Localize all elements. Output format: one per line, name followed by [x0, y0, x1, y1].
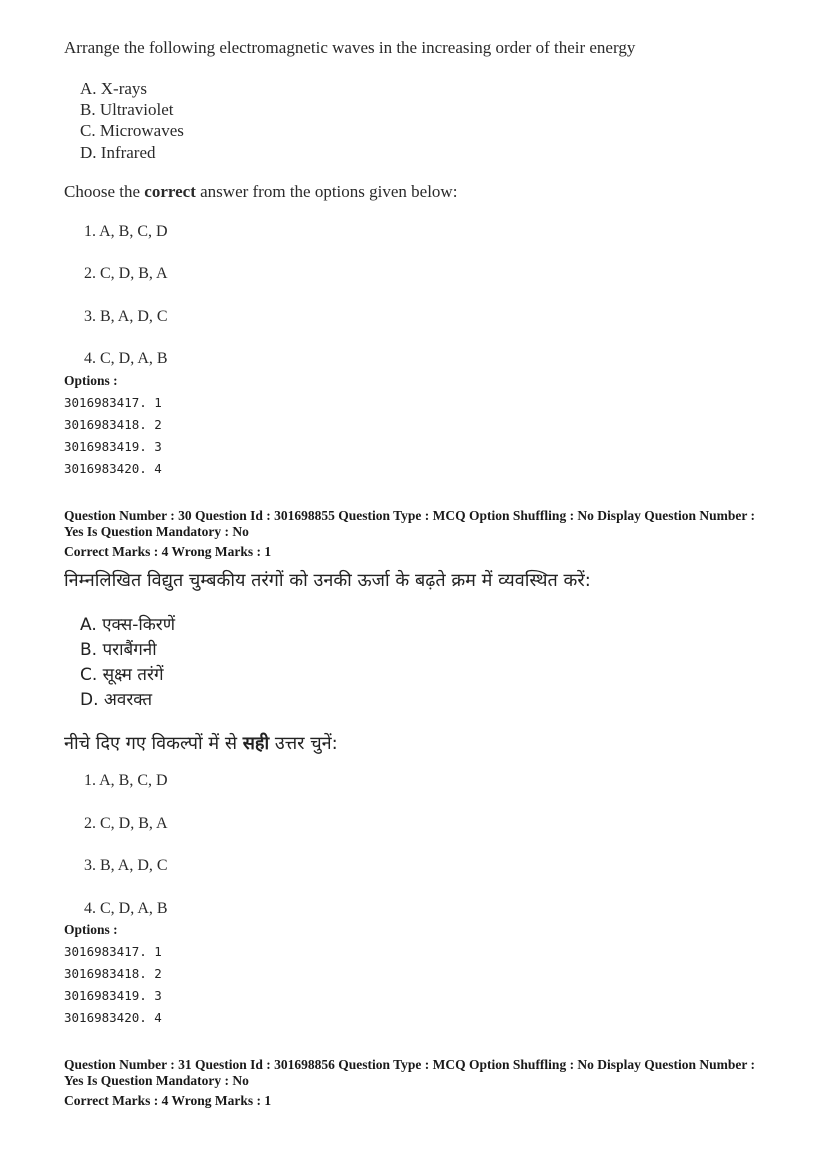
statement-d: D. Infrared — [80, 143, 156, 162]
statement-c: C. सूक्ष्म तरंगें — [80, 665, 164, 685]
answer-choice-3: 3. B, A, D, C — [84, 308, 168, 325]
answer-choice-3: 3. B, A, D, C — [84, 857, 168, 874]
options-label: Options : — [64, 373, 118, 388]
marks-info: Correct Marks : 4 Wrong Marks : 1 — [64, 544, 272, 559]
option-id-row: 3016983420. 4 — [64, 1010, 162, 1025]
option-id-row: 3016983417. 1 — [64, 944, 162, 959]
statement-a: A. एक्स-किरणें — [80, 615, 176, 635]
answer-choice-1: 1. A, B, C, D — [84, 223, 168, 240]
choose-instruction: Choose the correct answer from the options given below: — [64, 182, 458, 201]
option-id-row: 3016983418. 2 — [64, 966, 162, 981]
options-label: Options : — [64, 922, 118, 937]
answer-choice-2: 2. C, D, B, A — [84, 815, 168, 832]
question-stem: Arrange the following electromagnetic waves in the increasing order of their energy — [64, 38, 636, 57]
option-id-row: 3016983419. 3 — [64, 988, 162, 1003]
option-id-row: 3016983420. 4 — [64, 461, 162, 476]
statement-a: A. X-rays — [80, 79, 148, 98]
answer-choice-1: 1. A, B, C, D — [84, 772, 168, 789]
option-id-row: 3016983418. 2 — [64, 417, 162, 432]
answer-choice-4: 4. C, D, A, B — [84, 900, 168, 917]
answer-choice-2: 2. C, D, B, A — [84, 265, 168, 282]
option-id-row: 3016983419. 3 — [64, 439, 162, 454]
choose-instruction-hindi: नीचे दिए गए विकल्पों में से सही उत्तर चुनें: — [64, 733, 338, 754]
statement-c: C. Microwaves — [80, 121, 184, 140]
marks-info: Correct Marks : 4 Wrong Marks : 1 — [64, 1093, 272, 1108]
statement-d: D. अवरक्त — [80, 690, 153, 710]
statement-b: B. Ultraviolet — [80, 100, 174, 119]
answer-choice-4: 4. C, D, A, B — [84, 350, 168, 367]
question-meta: Question Number : 30 Question Id : 301698855 Question Type : MCQ Option Shuffling : No Display Question Number : Yes Is Question Mandatory : No — [64, 508, 755, 539]
question-stem-hindi: निम्नलिखित विद्युत चुम्बकीय तरंगों को उनकी ऊर्जा के बढ़ते क्रम में व्यवस्थित करें: — [64, 570, 591, 591]
option-id-row: 3016983417. 1 — [64, 395, 162, 410]
statement-b: B. पराबैंगनी — [80, 640, 157, 660]
question-meta: Question Number : 31 Question Id : 301698856 Question Type : MCQ Option Shuffling : No Display Question Number : Yes Is Question Mandatory : No — [64, 1057, 755, 1088]
